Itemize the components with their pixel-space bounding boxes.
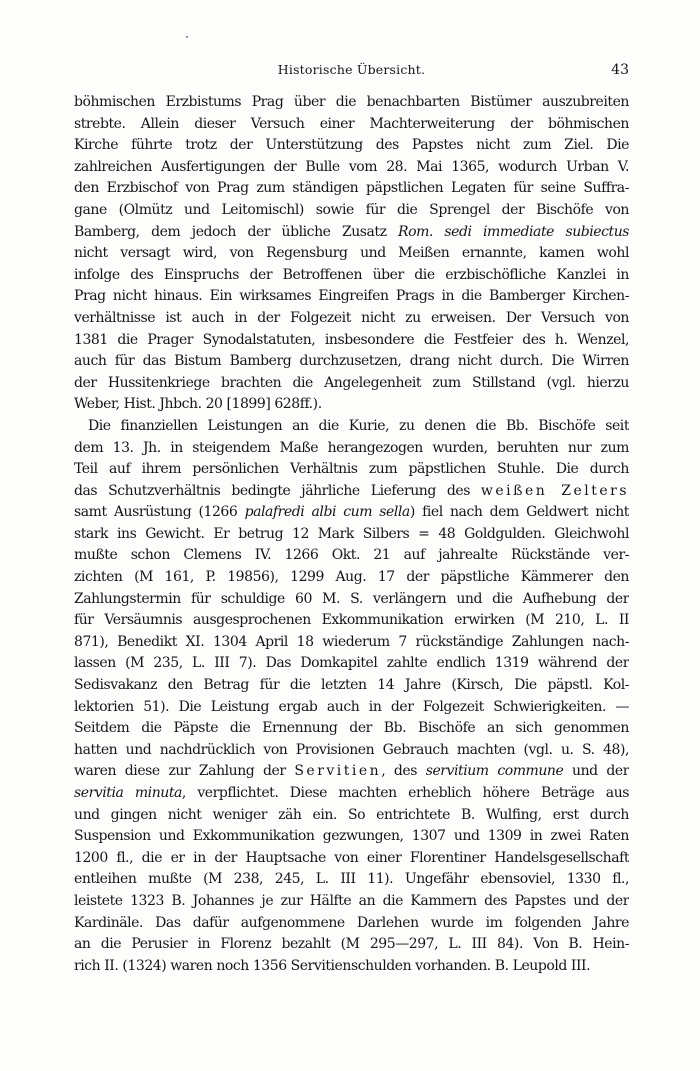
body-text — [74, 92, 629, 977]
text-line: lektorien 51). Die Leistung ergab auch in der Folgezeit Schwierigkeiten. — — [74, 698, 629, 715]
text-line: auch für das Bistum Bamberg durchzusetzen, drang nicht durch. Die Wirren — [74, 353, 629, 370]
italic-term: Rom. sedi immediate subiectus — [398, 223, 629, 240]
text-line: leistete 1323 B. Johannes je zur Hälfte an die Kammern des Papstes und der — [74, 892, 629, 909]
italic-term: palafredi albi cum sella — [244, 504, 410, 521]
text-line: rich II. (1324) waren noch 1356 Servitienschulden vorhanden. B. Leupold III. — [74, 957, 591, 974]
text-line: 1200 fl., die er in der Hauptsache von einer Florentiner Handelsgesellschaft — [74, 849, 629, 866]
text-line: servitia minuta, verpflichtet. Diese machten erheblich höhere Beträge aus — [74, 785, 629, 801]
spaced-term: Servitien — [294, 763, 382, 780]
text-line: das Schutzverhältnis bedingte jährliche Lieferung des weißen Zelters — [74, 482, 629, 499]
print-speck — [186, 36, 188, 38]
text-line: lassen (M 235, L. III 7). Das Domkapitel zahlte endlich 1319 während der — [74, 655, 629, 672]
text-line: zichten (M 161, P. 19856), 1299 Aug. 17 der päpstliche Kämmerer den — [74, 569, 629, 586]
text-line: an die Perusier in Florenz bezahlt (M 295—297, L. III 84). Von B. Hein- — [74, 936, 629, 953]
text-line: infolge des Einspruchs der Betroffenen über die erzbischöfliche Kanzlei in — [74, 266, 629, 283]
text-line: verhältnisse ist auch in der Folgezeit nicht zu erweisen. Der Versuch von — [74, 309, 629, 326]
text-line: stark ins Gewicht. Er betrug 12 Mark Silbers = 48 Goldgulden. Gleichwohl — [74, 525, 629, 542]
text-line: gane (Olmütz und Leitomischl) sowie für die Sprengel der Bischöfe von — [74, 201, 629, 218]
text-line: Bamberg, dem jedoch der übliche Zusatz Rom. sedi immediate subiectus — [74, 223, 629, 240]
text-line: hatten und nachdrücklich von Provisionen Gebrauch machten (vgl. u. S. 48), — [74, 741, 629, 758]
text-line: waren diese zur Zahlung der Servitien, des servitium commune und der — [74, 763, 629, 780]
text-line: der Hussitenkriege brachten die Angelegenheit zum Stillstand (vgl. hierzu — [74, 374, 629, 391]
text-line: Prag nicht hinaus. Ein wirksames Eingreifen Prags in die Bamberger Kirchen- — [74, 288, 629, 305]
italic-term: servitium commune — [425, 763, 564, 780]
text-line: Sedisvakanz den Betrag für die letzten 14 Jahre (Kirsch, Die päpstl. Kol- — [74, 677, 629, 694]
text-line: Kardinäle. Das dafür aufgenommene Darlehen wurde im folgenden Jahre — [74, 914, 629, 931]
spaced-term: weißen Zelters — [480, 482, 629, 499]
page-number: 43 — [611, 62, 629, 78]
running-head — [74, 60, 629, 80]
text-line: Suspension und Exkommunikation gezwungen, 1307 und 1309 in zwei Raten — [74, 828, 629, 845]
text-line: den Erzbischof von Prag zum ständigen päpstlichen Legaten für seine Suffra- — [74, 180, 629, 197]
text-line: Seitdem die Päpste die Ernennung der Bb. Bischöfe an sich genommen — [74, 720, 629, 737]
text-line: samt Ausrüstung (1266 palafredi albi cum sella) fiel nach dem Geldwert nicht — [74, 504, 629, 521]
text-line: Teil auf ihrem persönlichen Verhältnis zum päpstlichen Stuhle. Die durch — [74, 461, 629, 478]
text-line: Die finanziellen Leistungen an die Kurie, zu denen die Bb. Bischöfe seit — [88, 417, 629, 434]
text-line: nicht versagt wird, von Regensburg und Meißen ernannte, kamen wohl — [74, 245, 629, 262]
running-title: Historische Übersicht. — [277, 62, 426, 77]
text-line: strebte. Allein dieser Versuch einer Machterweiterung der böhmischen — [74, 115, 629, 132]
text-line: entleihen mußte (M 238, 245, L. III 11). Ungefähr ebensoviel, 1330 fl., — [74, 871, 629, 888]
text-line: mußte schon Clemens IV. 1266 Okt. 21 auf jahrealte Rückstände ver- — [74, 547, 629, 564]
text-line: 1381 die Prager Synodalstatuten, insbesondere die Festfeier des h. Wenzel, — [74, 331, 629, 348]
text-line: böhmischen Erzbistums Prag über die benachbarten Bistümer auszubreiten — [74, 94, 629, 110]
text-line: Weber, Hist. Jhbch. 20 [1899] 628ff.). — [74, 396, 322, 413]
italic-term: servitia minuta — [74, 785, 182, 801]
text-line: dem 13. Jh. in steigendem Maße herangezogen wurden, beruhten nur zum — [74, 439, 629, 456]
text-line: und gingen nicht weniger zäh ein. So entrichtete B. Wulfing, erst durch — [74, 806, 629, 823]
text-line: Kirche führte trotz der Unterstützung des Papstes nicht zum Ziel. Die — [74, 137, 629, 154]
text-line: für Versäumnis ausgesprochenen Exkommunikation erwirken (M 210, L. II — [74, 612, 629, 629]
text-line: 871), Benedikt XI. 1304 April 18 wiederum 7 rückständige Zahlungen nach- — [74, 633, 629, 650]
text-line: zahlreichen Ausfertigungen der Bulle vom 28. Mai 1365, wodurch Urban V. — [74, 158, 629, 175]
text-line: Zahlungstermin für schuldige 60 M. S. verlängern und die Aufhebung der — [74, 590, 629, 607]
